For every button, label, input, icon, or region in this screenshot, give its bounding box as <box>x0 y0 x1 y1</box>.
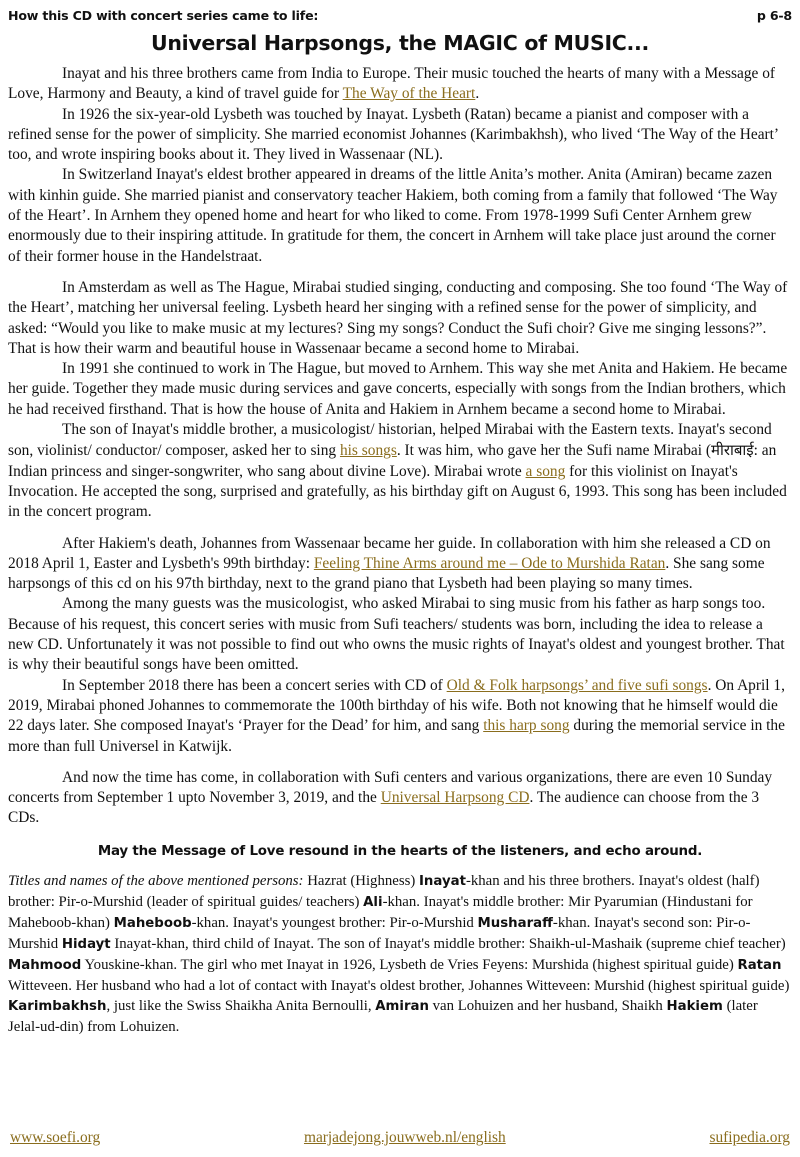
name-hidayt: Hidayt <box>61 936 111 952</box>
paragraph-1-text: Inayat and his three brothers came from India to Europe. Their music touched the hearts of many with a Message of Love, Harmony and Beauty, a kind of travel guide for <box>8 65 776 103</box>
feeling-thine-arms-link[interactable]: Feeling Thine Arms around me – Ode to Murshida Ratan <box>313 554 666 572</box>
name-karimbakhsh: Karimbakhsh <box>8 999 107 1015</box>
paragraph-6 <box>8 420 792 522</box>
paragraph-6-text-a: The son of Inayat's middle brother, a musicologist/ historian, helped Mirabai with the Eastern texts. Inayat's second son, violinist/ conductor/ composer, asked her to sing <box>8 421 772 460</box>
names-text: Inayat-khan, third child of Inayat. The son of Inayat's middle brother: Shaikh-ul-Mashaik (supreme chief teacher) <box>110 935 786 952</box>
hindi-name: मीराबाई <box>710 441 754 460</box>
paragraph-4: In Amsterdam as well as The Hague, Mirabai studied singing, conducting and composing. She too found ‘The Way of the Heart’, matching her universal feeling. Lysbeth heard her singing with a refined sense for the power of simplicity, and asked: “Would you like to make music at my lectures? Sing my songs? Conduct the Sufi choir? Give me singing lessons?”. That is how their warm and beautiful house in Wassenaar became a second home to Mirabai. <box>8 278 788 357</box>
names-intro: Titles and names of the above mentioned persons: <box>8 872 304 889</box>
name-inayat: Inayat <box>418 873 466 889</box>
page-range: p 6-8 <box>756 8 792 23</box>
this-harp-song-link[interactable]: this harp song <box>483 717 570 735</box>
paragraph-6-text-c: : an Indian princess and singer-songwriter, who sang about divine Love). Mirabai wrote <box>8 442 777 480</box>
universal-harpsong-cd-link[interactable]: Universal Harpsong CD <box>380 789 530 807</box>
way-of-the-heart-link[interactable]: The Way of the Heart <box>342 85 476 103</box>
paragraph-10-text-b: . The audience can choose from the 3 CDs. <box>8 789 760 827</box>
soefi-org-link[interactable]: www.soefi.org <box>10 1129 101 1146</box>
names-text: van Lohuizen and her husband, Shaikh <box>428 998 667 1015</box>
paragraph-10-text-a: And now the time has come, in collaboration with Sufi centers and various organizations, there are even 10 Sunday concerts from September 1 upto November 3, 2019, and the <box>8 768 773 807</box>
names-paragraph <box>8 871 792 1038</box>
page-footer <box>10 1129 790 1147</box>
paragraph-3: In Switzerland Inayat's eldest brother appeared in dreams of the little Anita’s mother. Anita (Amiran) became zazen with kinhin guide. She married pianist and conservatory teacher Hakiem, both coming from a family that followed ‘The Way of the Heart’. In Arnhem they opened home and heart for who liked to come. From 1978-1999 Sufi Center Arnhem grew enormously due to their inspiring attitude. In gratitude for them, the concert in Arnhem will take place just around the corner of their former house in the Handelstraat. <box>8 166 778 265</box>
names-text: Youskine-khan. The girl who met Inayat in 1926, Lysbeth de Vries Feyens: Murshida (highest spiritual guide) <box>81 957 738 974</box>
paragraph-7-text-b: . She sang some harpsongs of this cd on his 97th birthday, next to the grand piano that Lysbeth had been playing so many times. <box>8 554 765 593</box>
name-ratan: Ratan <box>737 958 782 974</box>
paragraph-10 <box>8 768 792 829</box>
a-song-link[interactable]: a song <box>525 462 566 480</box>
paragraph-7-text-a: After Hakiem's death, Johannes from Wassenaar became her guide. In collaboration with him she released a CD on 2018 April 1, Easter and Lysbeth's 99th birthday: <box>8 534 771 572</box>
sufipedia-link[interactable]: sufipedia.org <box>709 1129 790 1146</box>
his-songs-link[interactable]: his songs <box>339 442 397 460</box>
paragraph-9-text-b: . On April 1, 2019, Mirabai phoned Johannes to commemorate the 100th birthday of his wife. Both not knowing that he himself would die 22 days later. She composed Inayat's ‘Prayer for the Dead’ for him, and sang <box>8 676 785 735</box>
page-header <box>8 8 792 28</box>
names-text: Hazrat (Highness) <box>303 872 419 889</box>
paragraph-1-end: . <box>475 85 480 103</box>
paragraph-1 <box>8 64 792 105</box>
names-text: -khan. Inayat's middle brother: Mir Pyarumian (Hindustani for Maheboob-khan) <box>8 893 753 931</box>
page-title: Universal Harpsongs, the MAGIC of MUSIC... <box>150 31 650 55</box>
name-amiran: Amiran <box>375 999 429 1015</box>
paragraph-7 <box>8 534 792 595</box>
marjadejong-link[interactable]: marjadejong.jouwweb.nl/english <box>303 1129 506 1146</box>
name-mahmood: Mahmood <box>8 958 82 974</box>
paragraph-6-text-d: for this violinist on Inayat's Invocation. He accepted the song, surprised and gratefully, as his birthday gift on August 6, 1993. This song has been included in the concert program. <box>8 462 787 521</box>
old-folk-harpsongs-link[interactable]: Old & Folk harpsongs’ and five sufi songs <box>446 676 708 694</box>
paragraph-2: In 1926 the six-year-old Lysbeth was touched by Inayat. Lysbeth (Ratan) became a pianist and composer with a refined sense for the power of simplicity. She married economist Johannes (Karimbakhsh), who lived ‘The Way of the Heart’ too, and wrote inspiring books about it. They lived in Wassenaar (NL). <box>8 105 778 164</box>
names-text: (later Jelal-ud-din) from Lohuizen. <box>8 998 758 1036</box>
names-text: Witteveen. Her husband who had a lot of contact with Inayat's oldest brother, Johannes Witteveen: Murshid (highest spiritual guide) <box>8 978 790 995</box>
name-maheboob: Maheboob <box>113 915 192 931</box>
paragraph-9-text-c: during the memorial service in the more than full Universel in Katwijk. <box>8 717 785 755</box>
paragraph-9-text-a: In September 2018 there has been a concert series with CD of <box>62 676 447 694</box>
paragraph-8: Among the many guests was the musicologist, who asked Mirabai to sing music from his father as harp songs too. Because of his request, this concert series with music from Sufi teachers/ students was born, including the idea to release a new CD. Unfortunately it was not possible to find out who owns the music rights of Inayat's oldest and youngest brother. That is why their beautiful songs have been omitted. <box>8 595 785 674</box>
names-text: -khan. Inayat's second son: Pir-o-Murshid <box>8 914 751 952</box>
header-caption: How this CD with concert series came to life: <box>8 8 319 23</box>
names-text: -khan. Inayat's youngest brother: Pir-o-Murshid <box>191 914 478 931</box>
names-text: -khan and his three brothers. Inayat's oldest (half) brother: Pir-o-Murshid (leader of spiritual guides/ teachers) <box>8 872 760 910</box>
name-musharaff: Musharaff <box>477 915 553 931</box>
name-hakiem: Hakiem <box>666 999 723 1015</box>
closing-wish: May the Message of Love resound in the hearts of the listeners, and echo around. <box>97 843 703 859</box>
paragraph-9 <box>8 676 792 757</box>
name-ali: Ali <box>363 894 383 910</box>
paragraph-6-text-b: . It was him, who gave her the Sufi name Mirabai ( <box>396 442 711 460</box>
paragraph-5: In 1991 she continued to work in The Hague, but moved to Arnhem. This way she met Anita and Hakiem. He became her guide. Together they made music during services and gave concerts, especially with songs from the Indian brothers, which he had received firsthand. That is how the house of Anita and Hakiem in Arnhem became a second home to Mirabai. <box>8 360 788 418</box>
names-text: , just like the Swiss Shaikha Anita Bernoulli, <box>106 998 376 1015</box>
